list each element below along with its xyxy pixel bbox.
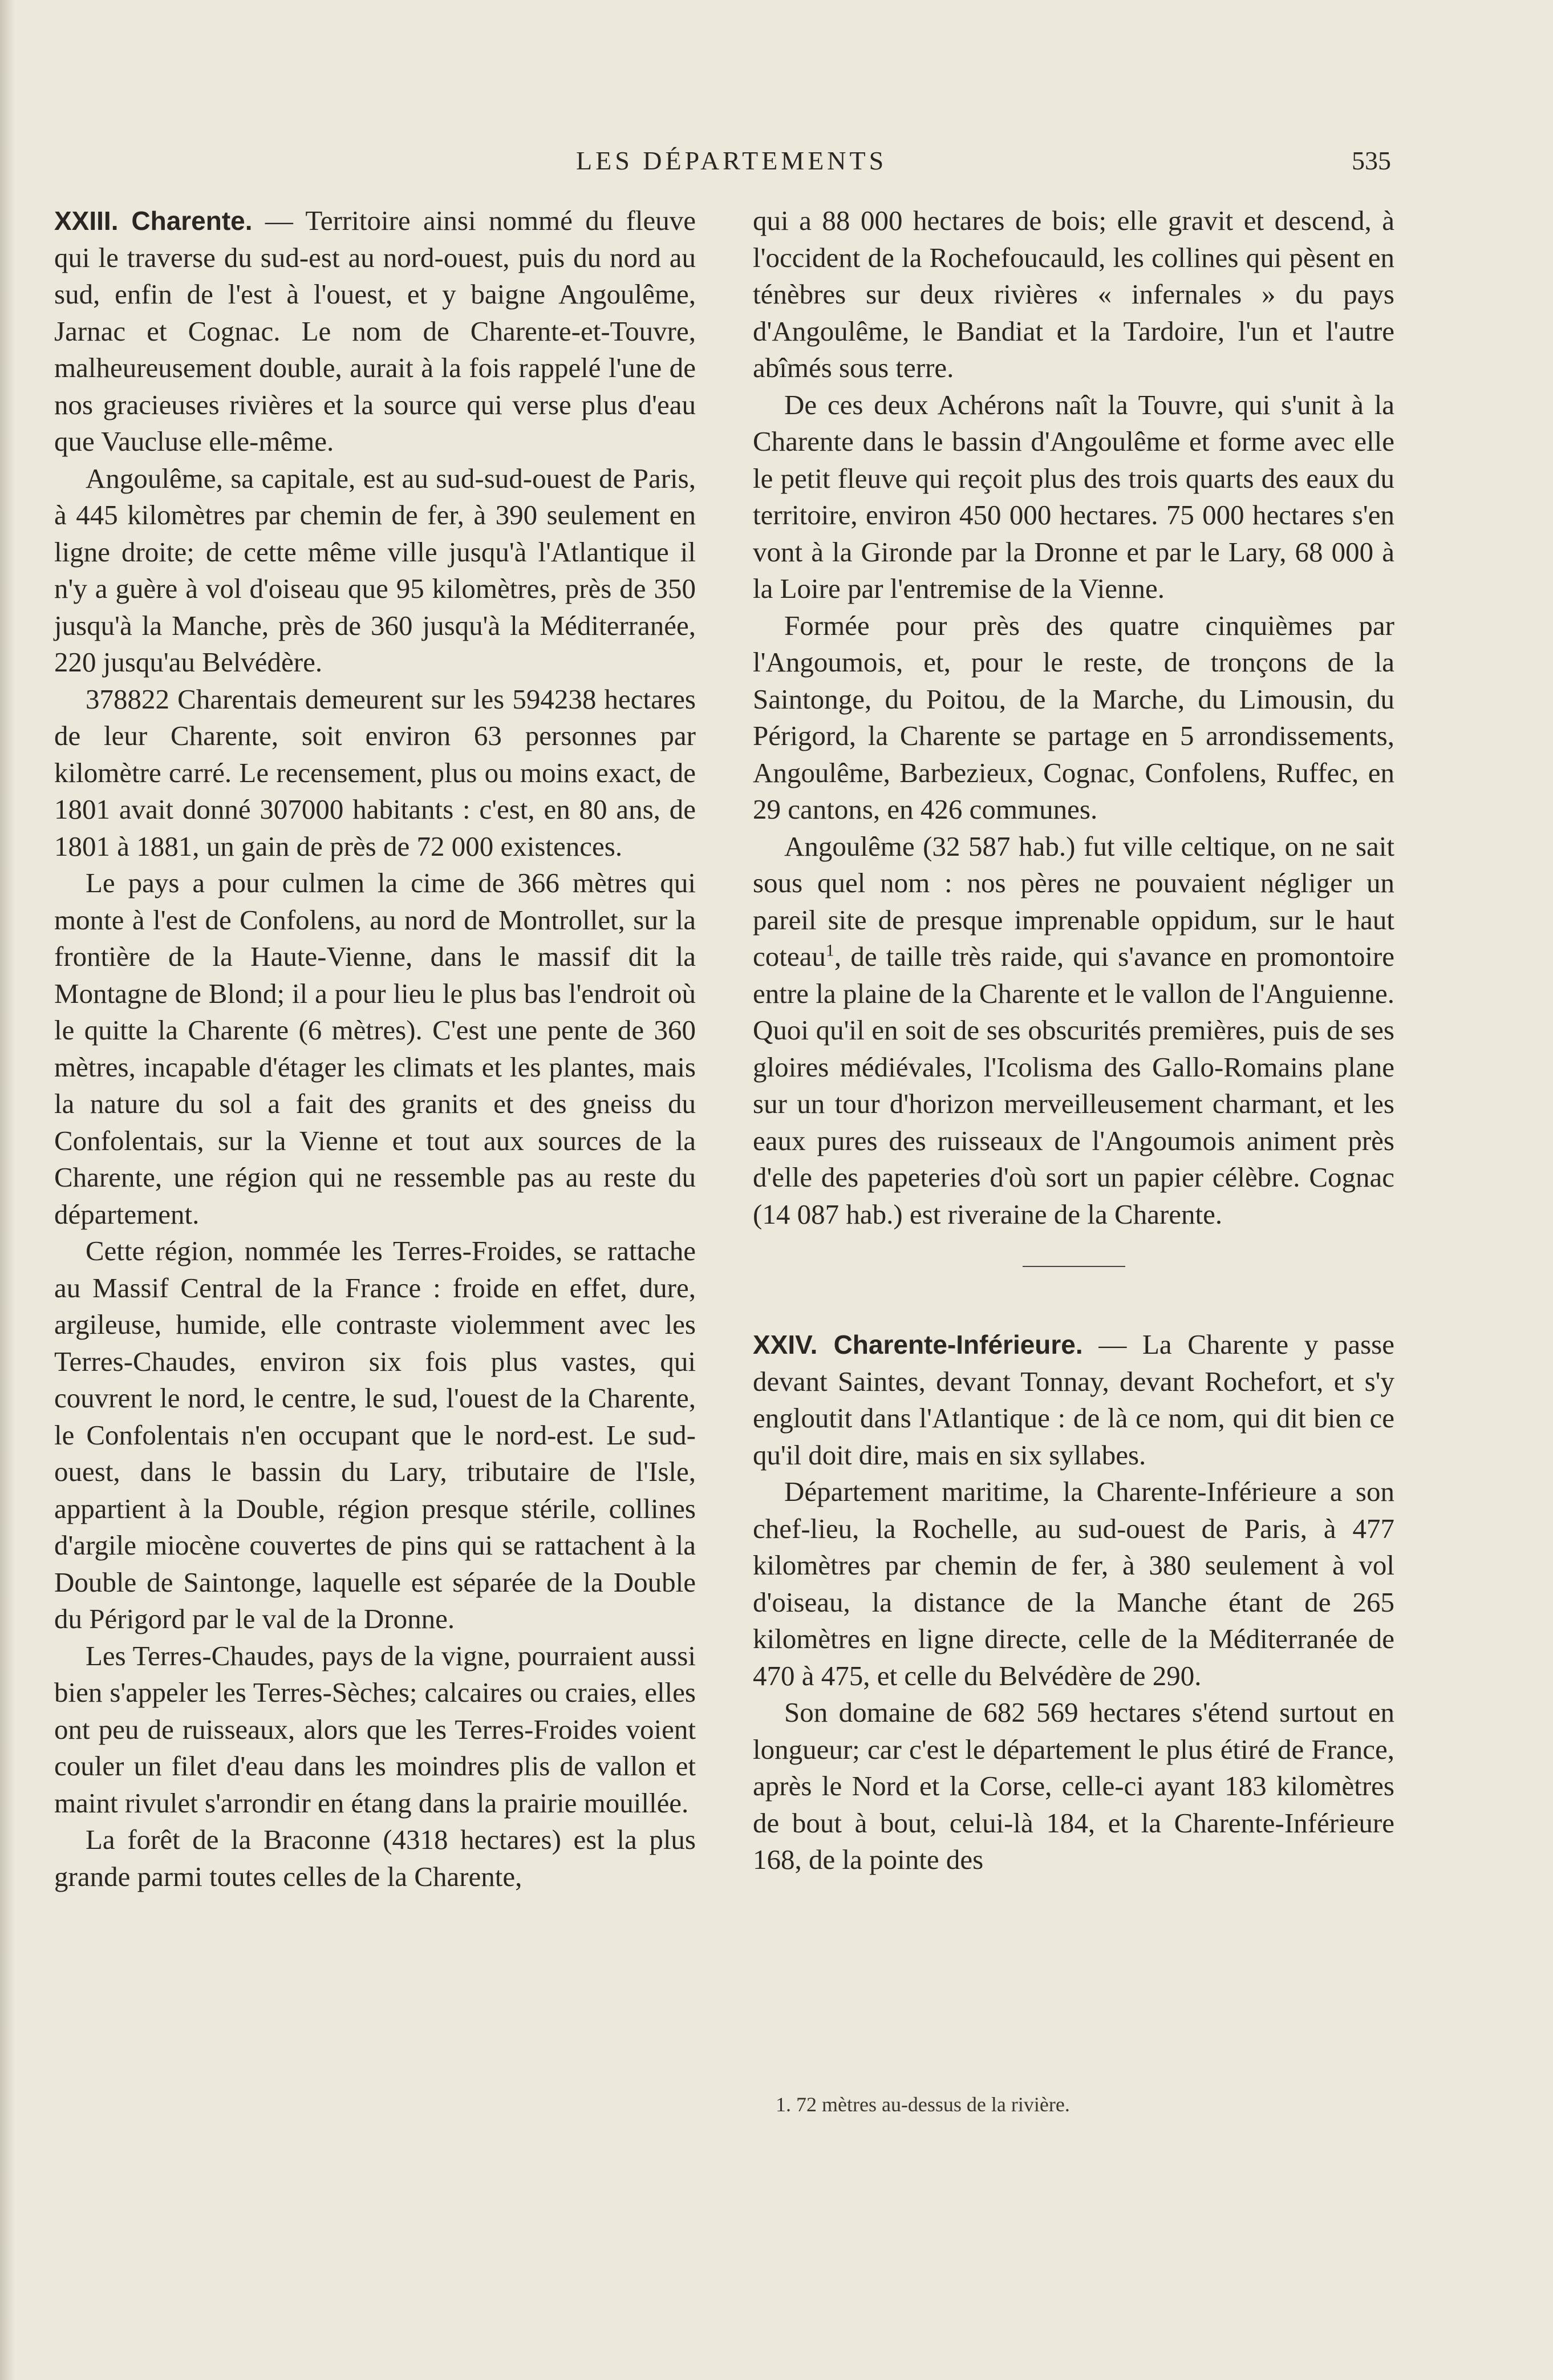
paragraph: Les Terres-Chaudes, pays de la vigne, pourraient aussi bien s'appeler les Terres-Sèches; calcaires ou craies, elles ont peu de ruisseaux, alors que les Terres-Froides voient couler un filet d'eau dans les moindres plis de vallon et maint rivulet s'arrondir en étang dans la prairie mouillée. [54,1640,696,1819]
paragraph: Le pays a pour culmen la cime de 366 mètres qui monte à l'est de Confolens, au nord de Montrollet, sur la frontière de la Haute-Vienne, dans le massif dit la Montagne de Blond; il a pour lieu le plus bas l'endroit où le quitte la Charente (6 mètres). C'est une pente de 360 mètres, incapable d'étager les climats et les plantes, mais la nature du sol a fait des granits et des gneiss du Confolentais, sur la Vienne et tout aux sources de la Charente, une région qui ne ressemble pas au reste du département. [54,867,696,1230]
paragraph: 378822 Charentais demeurent sur les 594238 hectares de leur Charente, soit environ 63 personnes par kilomètre carré. Le recensement, plus ou moins exact, de 1801 avait donné 307000 habitants : c'est, en 80 ans, de 1801 à 1881, un gain de près de 72 000 existences. [54,683,696,862]
paragraph: La forêt de la Braconne (4318 hectares) est la plus grande parmi toutes celles de la Charente, [54,1824,696,1892]
page-edge-shadow [0,0,15,2380]
running-header [0,145,1553,185]
section-xxiii-heading: XXIII. Charente. [54,206,253,236]
paragraph: qui a 88 000 hectares de bois; elle gravit et descend, à l'occident de la Rochefoucauld, les collines qui pèsent en ténèbres sur deux rivières « infernales » du pays d'Angoulême, le Bandiat et la Tardoire, l'un et l'autre abîmés sous terre. [753,205,1394,383]
paragraph: Angoulême, sa capitale, est au sud-sud-ouest de Paris, à 445 kilomètres par chemin de fer, à 390 seulement en ligne droite; de cette même ville jusqu'à l'Atlantique il n'y a guère à vol d'oiseau que 95 kilomètres, près de 350 jusqu'à la Manche, près de 360 jusqu'à la Méditerranée, 220 jusqu'au Belvédère. [54,462,696,678]
paragraph: De ces deux Achérons naît la Touvre, qui s'unit à la Charente dans le bassin d'Angoulême et forme avec elle le petit fleuve qui reçoit plus des trois quarts des eaux du territoire, environ 450 000 hectares. 75 000 hectares s'en vont à la Gironde par la Dronne et par le Lary, 68 000 à la Loire par l'entremise de la Vienne. [753,388,1394,604]
running-title: LES DÉPARTEMENTS [576,146,887,175]
paragraph: Son domaine de 682 569 hectares s'étend surtout en longueur; car c'est le département le plus étiré de France, après le Nord et la Corse, celle-ci ayant 183 kilomètres de bout à bout, celui-là 184, et la Charente-Inférieure 168, de la pointe des [753,1697,1394,1875]
page-number: 535 [1352,146,1391,175]
section-xxiv-heading: XXIV. Charente-Inférieure. [753,1330,1083,1359]
right-column [753,203,1394,1879]
footnote: 1. 72 mètres au-dessus de la rivière. [776,2093,1070,2116]
paragraph: Département maritime, la Charente-Inférieure a son chef-lieu, la Rochelle, au sud-ouest de Paris, à 477 kilomètres par chemin de fer, à 380 seulement à vol d'oiseau, la distance de la Manche étant de 265 kilomètres en ligne directe, celle de la Méditerranée de 470 à 475, et celle du Belvédère de 290. [753,1476,1394,1691]
section-xxiii-intro: XXIII. Charente. — Territoire ainsi nommé du fleuve qui le traverse du sud-est au nord-ouest, puis du nord au sud, enfin de l'est à l'ouest, et y baigne Angoulême, Jarnac et Cognac. Le nom de Charente-et-Touvre, malheureusement double, aurait à la fois rappelé l'une de nos gracieuses rivières et la source qui verse plus d'eau que Vaucluse elle-même. [54,205,696,457]
paragraph: Cette région, nommée les Terres-Froides, se rattache au Massif Central de la France : froide en effet, dure, argileuse, humide, elle contraste violemment avec les Terres-Chaudes, environ six fois plus vastes, qui couvrent le nord, le centre, le sud, l'ouest de la Charente, le Confolentais n'en occupant que le nord-est. Le sud-ouest, dans le bassin du Lary, tributaire de l'Isle, appartient à la Double, région presque stérile, collines d'argile miocène couvertes de pins qui se rattachent à la Double de Saintonge, laquelle est séparée de la Double du Périgord par le val de la Dronne. [54,1235,696,1634]
left-column [54,203,696,1895]
paragraph: Formée pour près des quatre cinquièmes par l'Angoumois, et, pour le reste, de tronçons de la Saintonge, du Poitou, de la Marche, du Limousin, du Périgord, la Charente se partage en 5 arrondissements, Angoulême, Barbezieux, Cognac, Confolens, Ruffec, en 29 cantons, en 426 communes. [753,609,1394,825]
paragraph-angouleme: Angoulême (32 587 hab.) fut ville celtique, on ne sait sous quel nom : nos pères ne pouvaient négliger un pareil site de presque imprenable oppidum, sur le haut coteau$^1$, de taille très raide, qui s'avance en promontoire entre la plaine de la Charente et le vallon de l'Anguienne. Quoi qu'il en soit de ses obscurités premières, puis de ses gloires médiévales, l'Icolisma des Gallo-Romains plane sur un tour d'horizon merveilleusement charmant, et les eaux pures des ruisseaux de l'Angoumois animent près d'elle des papeteries d'où sort un papier célèbre. Cognac (14 087 hab.) est riveraine de la Charente. [753,830,1394,1230]
footnote-reference: 1 [825,941,834,960]
section-xxiv-intro: XXIV. Charente-Inférieure. — La Charente y passe devant Saintes, devant Tonnay, devant Rochefort, et s'y engloutit dans l'Atlantique : de là ce nom, qui dit bien ce qu'il doit dire, mais en six syllabes. [753,1329,1394,1471]
section-divider [1023,1266,1125,1267]
